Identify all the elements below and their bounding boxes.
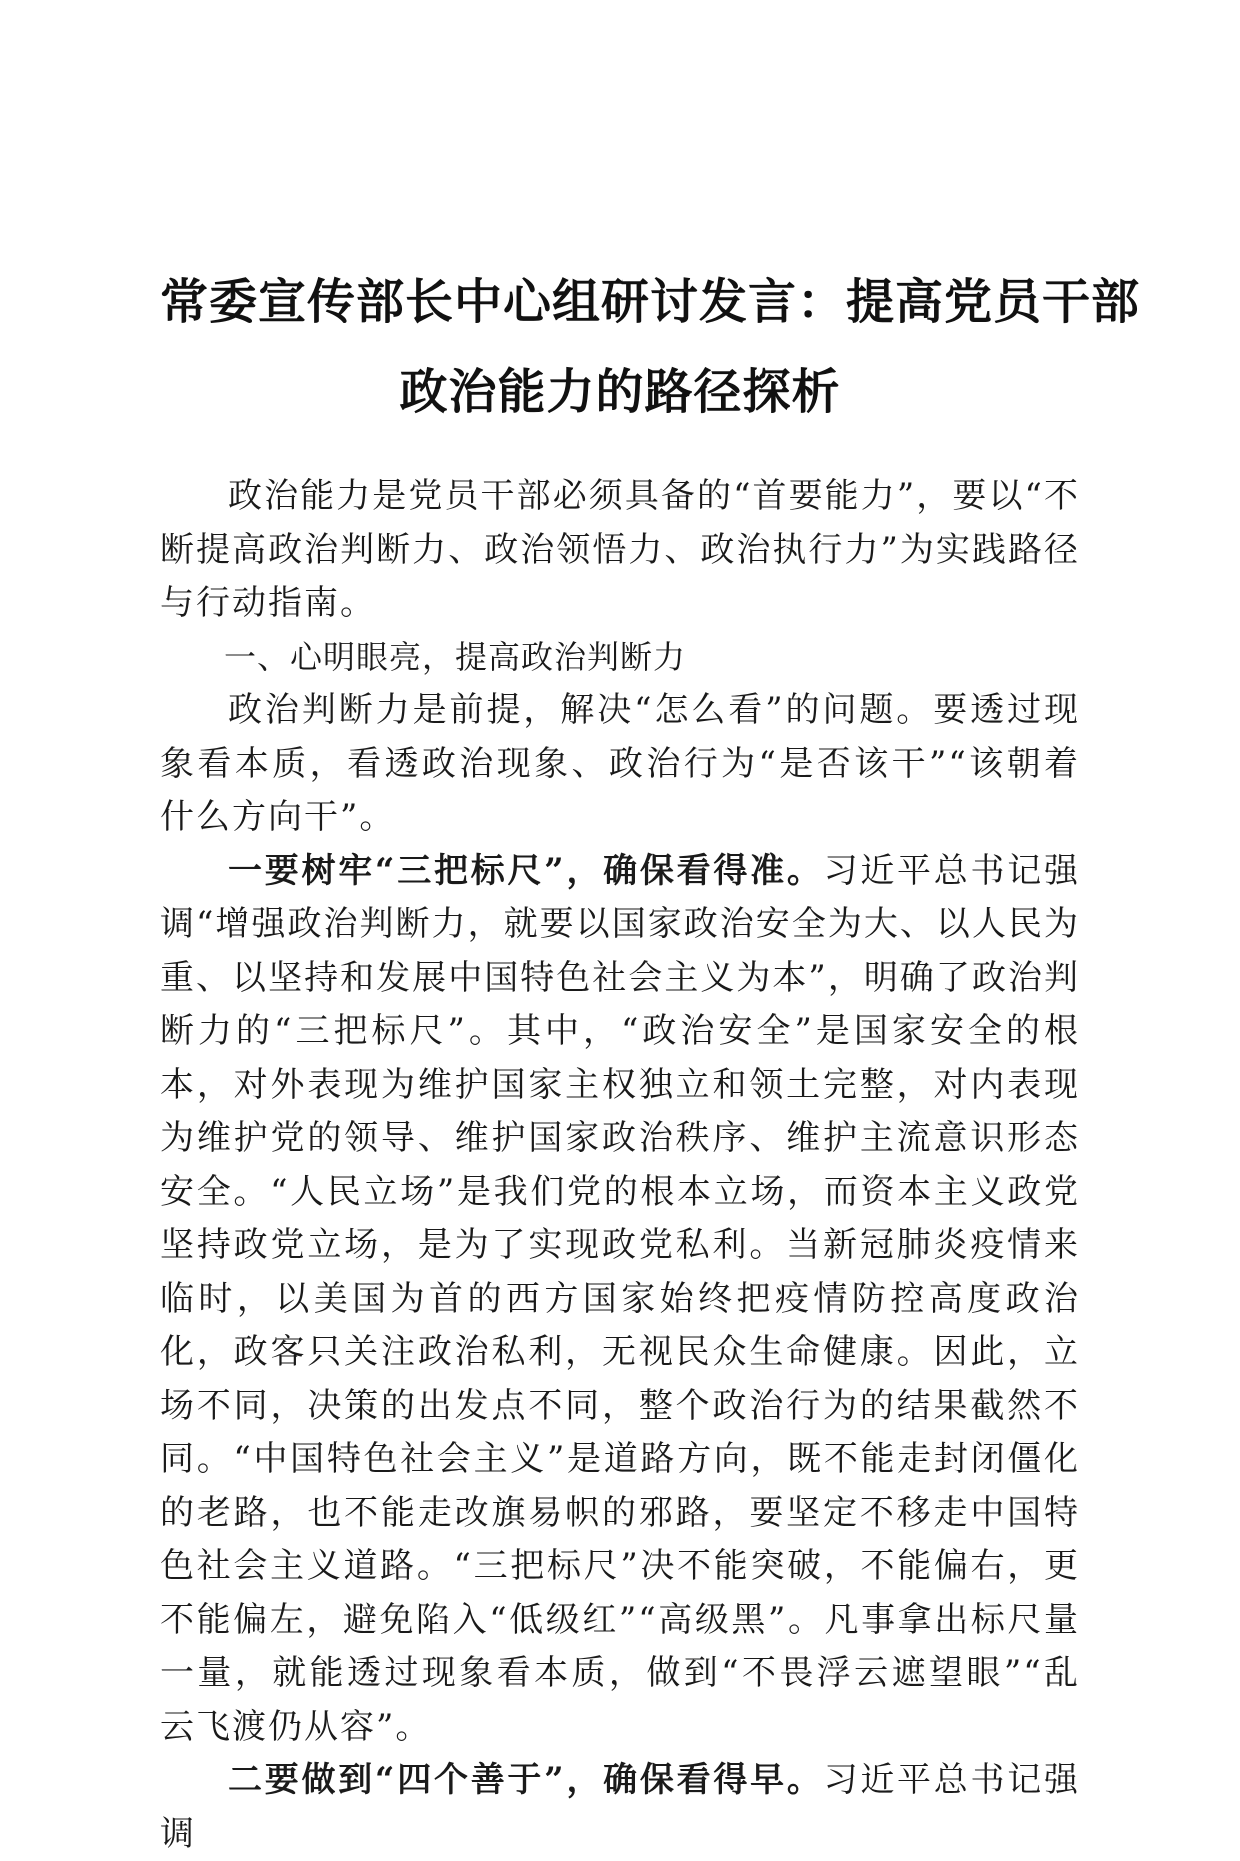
document-body	[160, 470, 1080, 1861]
document-title	[160, 257, 1141, 437]
section-intro-paragraph: 政治判断力是前提，解决“怎么看”的问题。要透过现象看本质，看透政治现象、政治行为“是否该干”“该朝着什么方向干”。	[160, 690, 1080, 837]
point-one-body: 习近平总书记强调“增强政治判断力，就要以国家政治安全为大、以人民为重、以坚持和发展中国特色社会主义为本”，明确了政治判断力的“三把标尺”。其中，“政治安全”是国家安全的根本，对外表现为维护国家主权独立和领土完整，对内表现为维护党的领导、维护国家政治秩序、维护主流意识形态安全。“人民立场”是我们党的根本立场，而资本主义政党坚持政党立场，是为了实现政党私利。当新冠肺炎疫情来临时，以美国为首的西方国家始终把疫情防控高度政治化，政客只关注政治私利，无视民众生命健康。因此，立场不同，决策的出发点不同，整个政治行为的结果截然不同。“中国特色社会主义”是道路方向，既不能走封闭僵化的老路，也不能走改旗易帜的邪路，要坚定不移走中国特色社会主义道路。“三把标尺”决不能突破，不能偏右，更不能偏左，避免陷入“低级红”“高级黑”。凡事拿出标尺量一量，就能透过现象看本质，做到“不畏浮云遮望眼”“乱云飞渡仍从容”。	[160, 850, 1080, 1747]
point-two-lead: 二要做到“四个善于”，确保看得早。	[228, 1760, 824, 1800]
point-two-paragraph	[160, 1754, 1080, 1861]
point-one-paragraph	[160, 845, 1080, 1755]
title-line-1: 常委宣传部长中心组研讨发言：提高党员干部	[160, 274, 1141, 331]
title-line-2: 政治能力的路径探析	[399, 364, 841, 421]
point-one-lead: 一要树牢“三把标尺”，确保看得准。	[228, 850, 824, 891]
point-two-body: 习近平总书记强调	[160, 1760, 1080, 1854]
intro-paragraph: 政治能力是党员干部必须具备的“首要能力”，要以“不断提高政治判断力、政治领悟力、政治执行力”为实践路径与行动指南。	[160, 476, 1080, 623]
section-heading-1: 一、心明眼亮，提高政治判断力	[224, 637, 687, 676]
document-page	[160, 0, 1141, 1854]
